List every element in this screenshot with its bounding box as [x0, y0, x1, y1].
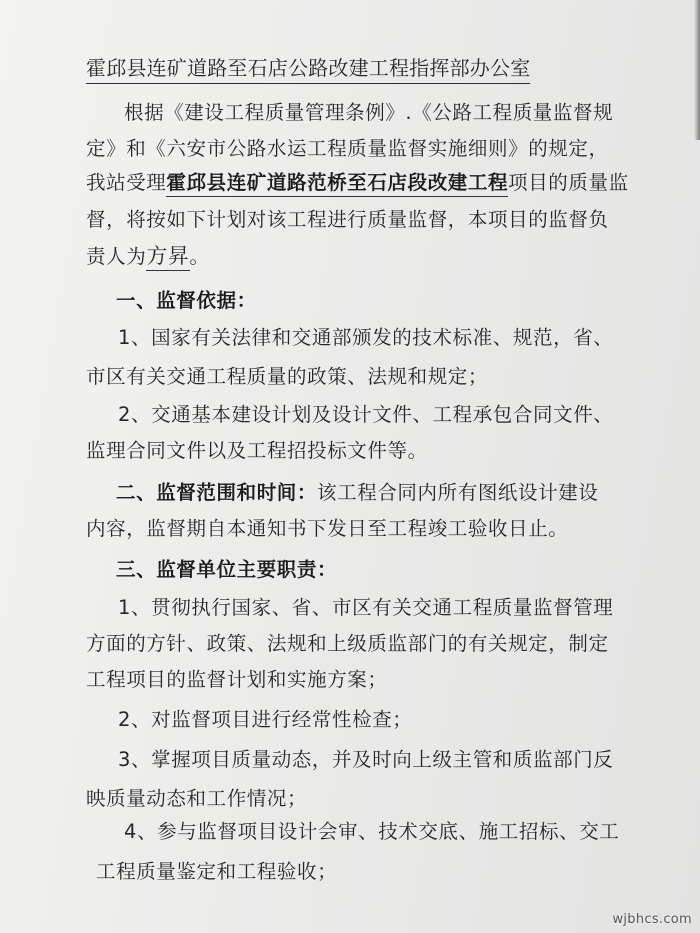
- section-3-item-4-line-1: 4、参与监督项目设计会审、技术交底、施工招标、交工: [124, 820, 620, 843]
- intro-line-3-end: 项目的质量监: [508, 171, 629, 194]
- intro-line-2: 定》和《六安市公路水运工程质量监督实施细则》的规定，: [86, 137, 609, 160]
- section-3-item-3-line-1: 3、掌握项目质量动态，并及时向上级主管和质监部门反: [118, 748, 614, 771]
- section-3-item-3-line-2: 映质量动态和工作情况；: [86, 787, 308, 810]
- section-3-item-1-line-2: 方面的方针、政策、法规和上级质监部门的有关规定，制定: [86, 632, 609, 655]
- section-3-item-2: 2、对监督项目进行经常性检查；: [118, 708, 413, 731]
- page-edge-shadow: [694, 0, 700, 140]
- section-1-item-1-line-1: 1、国家有关法律和交通部颁发的技术标准、规范，省、: [118, 326, 614, 349]
- section-3-item-1-line-3: 工程项目的监督计划和实施方案；: [86, 668, 388, 691]
- section-3-item-1-line-1: 1、贯彻执行国家、省、市区有关交通工程质量监督管理: [118, 596, 614, 619]
- intro-line-5-start: 责人为: [86, 245, 147, 268]
- section-3-title: 三、监督单位主要职责：: [116, 558, 338, 581]
- section-1-item-1-line-2: 市区有关交通工程质量的政策、法规和规定；: [86, 365, 489, 388]
- section-3-item-4-line-2: 工程质量鉴定和工程验收；: [96, 860, 338, 883]
- intro-line-3-start: 我站受理: [86, 171, 167, 194]
- intro-line-5: [86, 246, 210, 267]
- intro-line-5-end: 。: [189, 245, 210, 268]
- section-1-title: 一、监督依据：: [116, 289, 257, 312]
- section-1-item-2-line-1: 2、交通基本建设计划及设计文件、工程承包合同文件、: [118, 403, 614, 426]
- section-2-line-2: 内容，监督期自本通知书下发日至工程竣工验收日止。: [86, 517, 569, 540]
- addressee-heading: 霍邱县连矿道路至石店公路改建工程指挥部办公室: [86, 56, 531, 80]
- supervisor-name: 方昇: [146, 244, 189, 271]
- intro-line-1: 根据《建设工程质量管理条例》.《公路工程质量监督规: [124, 101, 614, 124]
- section-1-item-2-line-2: 监理合同文件以及工程招投标文件等。: [86, 439, 428, 462]
- section-2-line-1: [116, 483, 598, 503]
- section-2-text-start: 该工程合同内所有图纸设计建设: [317, 481, 599, 504]
- watermark: wjbhcs.com: [612, 912, 692, 927]
- section-2-title: 二、监督范围和时间：: [116, 481, 318, 504]
- intro-line-4: 督，将按如下计划对该工程进行质量监督，本项目的监督负: [86, 208, 609, 231]
- intro-line-3: [86, 173, 629, 193]
- project-name: 霍邱县连矿道路范桥至石店段改建工程: [166, 171, 508, 197]
